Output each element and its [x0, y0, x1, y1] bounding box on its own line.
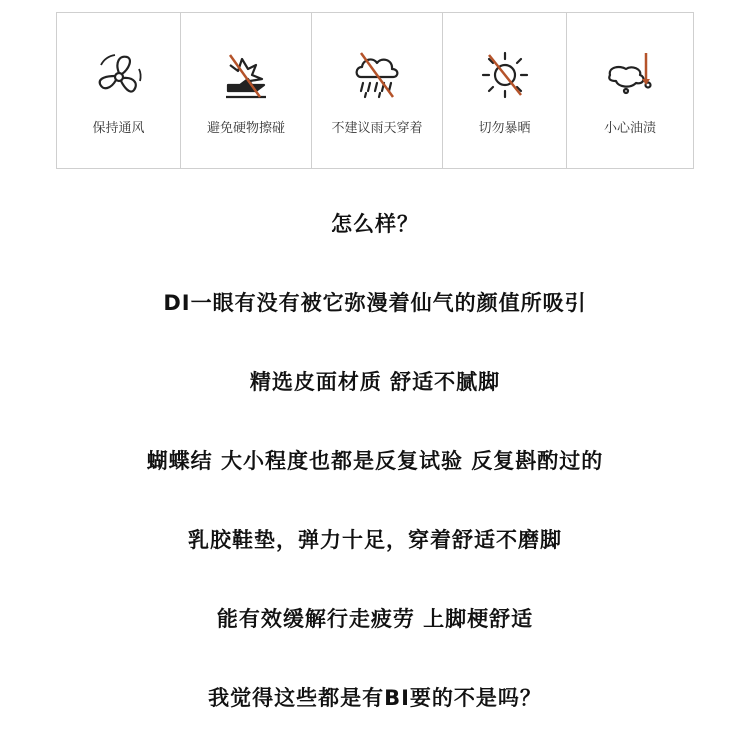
- care-item-no-sun: [443, 13, 567, 168]
- oil-stain-icon: [600, 45, 660, 105]
- care-label-ventilation: 保持通风: [92, 121, 145, 136]
- no-sun-icon: [475, 45, 535, 105]
- care-item-no-collision: [181, 13, 312, 168]
- text-line-material: 精选皮面材质 舒适不腻脚: [249, 370, 501, 394]
- care-item-oil-stain: [567, 13, 693, 168]
- care-item-no-rain: [312, 13, 443, 168]
- care-label-no-rain: 不建议雨天穿着: [331, 121, 423, 136]
- care-label-oil-stain: 小心油渍: [603, 121, 656, 136]
- no-collision-icon: [216, 45, 276, 105]
- care-label-no-sun: 切勿暴晒: [478, 121, 531, 136]
- text-line-question: 怎么样？: [331, 212, 419, 236]
- text-line-closing: 我觉得这些都是有BI要的不是吗？: [208, 686, 542, 710]
- text-line-bow: 蝴蝶结 大小程度也都是反复试验 反复斟酌过的: [146, 449, 604, 473]
- care-item-ventilation: [57, 13, 181, 168]
- care-instructions-grid: [56, 12, 694, 169]
- fan-icon: [89, 45, 149, 105]
- care-label-no-collision: 避免硬物擦碰: [206, 121, 285, 136]
- text-line-appearance: DI一眼有没有被它弥漫着仙气的颜值所吸引: [163, 291, 587, 315]
- text-line-comfort: 能有效缓解行走疲劳 上脚梗舒适: [216, 607, 534, 631]
- no-rain-icon: [347, 45, 407, 105]
- text-line-insole: 乳胶鞋垫，弹力十足，穿着舒适不磨脚: [188, 528, 562, 552]
